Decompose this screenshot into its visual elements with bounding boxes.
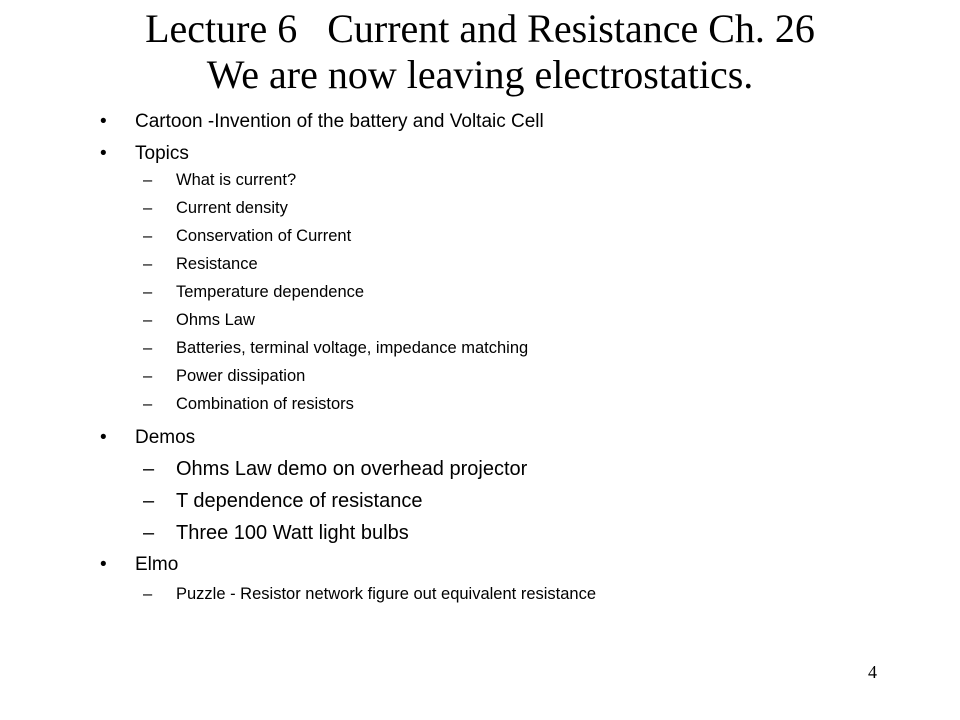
dash-icon: – (143, 522, 155, 544)
title-line-2: We are now leaving electrostatics. (206, 52, 754, 97)
sub-item-label: Temperature dependence (176, 283, 365, 301)
dash-icon: – (143, 339, 153, 357)
dash-icon: – (143, 585, 153, 603)
sub-item-label: Combination of resistors (176, 395, 354, 413)
bullet-icon: • (100, 111, 107, 132)
sub-item-label: Conservation of Current (176, 227, 352, 245)
dash-icon: – (143, 490, 155, 512)
bullet-label: Cartoon -Invention of the battery and Voltaic Cell (135, 111, 544, 132)
dash-icon: – (143, 255, 153, 273)
dash-icon: – (143, 171, 153, 189)
bullet-label: Elmo (135, 554, 179, 575)
sub-item-label: Ohms Law (176, 311, 255, 329)
sub-item-label: Batteries, terminal voltage, impedance matching (176, 339, 529, 357)
dash-icon: – (143, 227, 153, 245)
sub-item-label: Current density (176, 199, 288, 217)
sub-item-label: What is current? (176, 171, 297, 189)
dash-icon: – (143, 283, 153, 301)
dash-icon: – (143, 311, 153, 329)
bullet-icon: • (100, 554, 107, 575)
bullet-label: Demos (135, 427, 196, 448)
sub-item-label: Resistance (176, 255, 258, 273)
dash-icon: – (143, 199, 153, 217)
bullet-icon: • (100, 143, 107, 164)
dash-icon: – (143, 395, 153, 413)
bullet-icon: • (100, 427, 107, 448)
sub-item-label: Power dissipation (176, 367, 306, 385)
sub-item-label: Ohms Law demo on overhead projector (176, 458, 528, 480)
sub-item-label: Puzzle - Resistor network figure out equivalent resistance (176, 585, 597, 603)
page-number: 4 (868, 662, 877, 682)
bullet-label: Topics (135, 143, 189, 164)
title-line-1: Lecture 6 Current and Resistance Ch. 26 (145, 6, 815, 51)
dash-icon: – (143, 458, 155, 480)
sub-item-label: T dependence of resistance (176, 490, 423, 512)
sub-item-label: Three 100 Watt light bulbs (176, 522, 409, 544)
dash-icon: – (143, 367, 153, 385)
